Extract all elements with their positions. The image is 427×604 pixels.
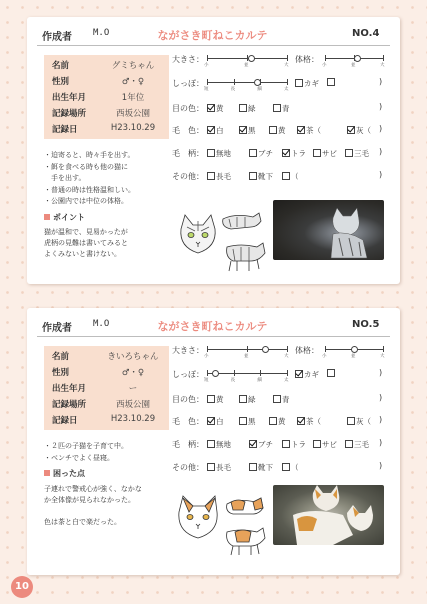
checkbox-icon (282, 172, 290, 180)
info-value: ♂・♀ (121, 77, 145, 87)
scale-tick-label: 細 (257, 378, 262, 383)
card-header (27, 17, 400, 45)
checkbox-icon (249, 149, 257, 157)
option-label: カギ (304, 370, 319, 379)
scale-tick (383, 55, 384, 61)
option-label: 茶（ (306, 417, 321, 426)
size-scale (204, 346, 289, 359)
body-label: 体格： (295, 55, 319, 64)
scale-tick (287, 79, 288, 85)
checkbox-icon (347, 126, 355, 134)
scale-tick-label: 短 (204, 378, 209, 383)
cat-photo (273, 485, 384, 545)
checkbox-icon (207, 104, 215, 112)
cat-photo-subject (273, 485, 384, 545)
option-label: 黄 (216, 395, 224, 404)
coat-label: 毛 色： (172, 417, 204, 426)
info-value: H23.10.29 (110, 123, 156, 133)
scale-tick (260, 370, 261, 376)
option-label: 無地 (216, 440, 231, 449)
checkbox-icon (207, 463, 215, 471)
checkbox-icon (273, 104, 281, 112)
subtext-line: 猫が温和で、見易かったが (44, 228, 128, 236)
subheading (44, 468, 174, 480)
option-label: カギ (304, 79, 319, 88)
author-label: 作成者 (42, 32, 72, 43)
scale-tick-label: 太 (284, 378, 289, 383)
pattern-label: 毛 柄： (172, 149, 204, 158)
scale-tick-label: 並 (351, 354, 356, 359)
author-label: 作成者 (42, 323, 72, 334)
checkbox-icon (207, 440, 215, 448)
size-scale (204, 55, 289, 68)
tail-scale (204, 370, 289, 383)
pattern-option[interactable] (207, 439, 231, 450)
note-line: ・普通の時は性格温和しい。 (44, 185, 135, 194)
scale-tick-label: 細 (257, 87, 262, 92)
checkbox-icon (249, 172, 257, 180)
scale-tick (247, 346, 248, 352)
other-option[interactable] (249, 171, 273, 182)
checkbox-icon (207, 395, 215, 403)
checkbox-icon (345, 440, 353, 448)
option-label: 黄 (216, 104, 224, 113)
other-option[interactable] (249, 462, 273, 473)
scale-tick-label: 長 (230, 87, 236, 92)
subheading-text: 困った点 (53, 469, 85, 478)
note-line: ・公園内では中位の体格。 (44, 197, 128, 205)
tail-scale (204, 79, 289, 92)
subtext-line: よくみないと書けない。 (44, 250, 121, 258)
card-number: NO.5 (352, 319, 380, 330)
closing-paren: ) (379, 124, 383, 133)
scale-tick (325, 346, 326, 352)
cat-sketch-illustration (175, 209, 273, 275)
checkbox-icon (207, 126, 215, 134)
eye-option[interactable] (207, 394, 224, 405)
checkbox-icon (239, 104, 247, 112)
info-label: 記録場所 (52, 109, 87, 119)
coat-option[interactable] (297, 416, 321, 427)
scale-tick-label: 小 (204, 354, 209, 359)
option-label: 黒 (248, 417, 256, 426)
scale-tick (383, 346, 384, 352)
pattern-option[interactable] (313, 439, 337, 450)
other-label: その他： (172, 463, 204, 472)
checkbox-icon (295, 370, 303, 378)
option-label: 靴下 (258, 463, 273, 472)
scale-marker[interactable] (351, 346, 358, 353)
coat-option[interactable] (269, 416, 286, 427)
coat-option[interactable] (347, 416, 371, 427)
kagi-other-option[interactable] (327, 369, 336, 378)
checkbox-icon (207, 149, 215, 157)
other-option[interactable] (207, 171, 231, 182)
eye-option[interactable] (273, 394, 290, 405)
option-label: 青 (282, 104, 290, 113)
author-value: M.O (93, 28, 110, 38)
info-row (44, 348, 169, 362)
eye-option[interactable] (273, 103, 290, 114)
tail-label: しっぽ： (172, 370, 204, 379)
size-label: 大きさ： (172, 346, 204, 355)
coat-option[interactable] (347, 125, 371, 136)
cat-photo (273, 200, 384, 260)
option-label: トラ (291, 149, 306, 158)
card-number: NO.4 (352, 28, 380, 39)
checkbox-icon (207, 417, 215, 425)
subtext-line (44, 506, 174, 517)
scale-tick (287, 370, 288, 376)
info-label: 名前 (52, 352, 70, 362)
checkbox-icon (313, 149, 321, 157)
info-label: 記録場所 (52, 400, 87, 410)
option-label: 白 (216, 417, 224, 426)
scale-tick-label: 短 (204, 87, 209, 92)
coat-label: 毛 色： (172, 126, 204, 135)
scale-tick (287, 346, 288, 352)
info-row (44, 380, 169, 394)
option-label: 青 (282, 395, 290, 404)
option-label: 黄 (278, 126, 286, 135)
pattern-option[interactable] (249, 148, 273, 159)
info-value: ♂・♀ (121, 368, 145, 378)
info-row (44, 364, 169, 378)
info-label: 出生年月 (52, 93, 87, 103)
notes (44, 150, 174, 260)
info-label: 名前 (52, 61, 70, 71)
option-label: 白 (216, 126, 224, 135)
pattern-option[interactable] (345, 148, 369, 159)
info-row (44, 105, 169, 119)
option-label: 三毛 (354, 440, 369, 449)
pattern-option[interactable] (249, 439, 273, 450)
subtext (44, 484, 174, 528)
info-row (44, 57, 169, 71)
eye-option[interactable] (239, 394, 256, 405)
closing-paren: ) (379, 170, 383, 179)
pattern-label: 毛 柄： (172, 440, 204, 449)
scale-marker[interactable] (212, 370, 219, 377)
checkbox-icon (297, 126, 305, 134)
option-label: 茶（ (306, 126, 321, 135)
scale-tick (234, 79, 235, 85)
checkbox-icon (273, 395, 281, 403)
other-option[interactable] (282, 171, 299, 182)
card-title: ながさき町ねこカルテ (157, 320, 268, 333)
cat-record-card (27, 308, 400, 575)
scale-tick-label: 並 (351, 63, 356, 68)
checkbox-icon (297, 417, 305, 425)
checkbox-icon (347, 417, 355, 425)
option-label: （ (291, 172, 299, 181)
header-divider (37, 45, 390, 46)
subtext-line: 色は茶と白で楽だった。 (44, 517, 121, 526)
card-title: ながさき町ねこカルテ (157, 29, 268, 42)
option-label: トラ (291, 440, 306, 449)
note-line: 手を出す。 (44, 174, 86, 182)
option-label: 無地 (216, 149, 231, 158)
option-label: 黒 (248, 126, 256, 135)
scale-tick-label: 小 (204, 63, 209, 68)
pattern-option[interactable] (282, 148, 306, 159)
checkbox-icon (239, 126, 247, 134)
checkbox-icon (249, 463, 257, 471)
info-value: H23.10.29 (110, 414, 156, 424)
closing-paren: ) (379, 415, 383, 424)
subtext (44, 227, 174, 260)
closing-paren: ) (379, 77, 383, 86)
body-label: 体格： (295, 346, 319, 355)
note-line: ・ベンチでよく昼寝。 (44, 453, 114, 462)
note-line: ・２匹の子猫を子育て中。 (44, 442, 128, 450)
eye-label: 目の色： (172, 395, 204, 404)
coat-option[interactable] (269, 125, 286, 136)
closing-paren: ) (379, 102, 383, 111)
note-line: ・迫寄ると、時々手を出す。 (44, 151, 135, 159)
closing-paren: ) (379, 368, 383, 377)
info-row (44, 396, 169, 410)
info-label: 性別 (52, 77, 70, 87)
info-value: ー (128, 384, 138, 394)
scale-tick (325, 55, 326, 61)
pattern-option[interactable] (282, 439, 306, 450)
scale-tick-label: 大 (284, 354, 289, 359)
scale-marker[interactable] (354, 55, 361, 62)
scale-tick (207, 55, 208, 61)
cat-photo-subject (273, 200, 384, 260)
info-value: 西坂公園 (115, 400, 150, 410)
checkbox-icon (282, 149, 290, 157)
checkbox-icon (327, 78, 335, 86)
kagi-option[interactable] (295, 369, 319, 380)
option-label: 灰（ (356, 126, 371, 135)
info-label: 出生年月 (52, 384, 87, 394)
scale-tick (207, 79, 208, 85)
checkbox-icon (207, 172, 215, 180)
info-label: 性別 (52, 368, 70, 378)
other-option[interactable] (282, 462, 299, 473)
info-row (44, 89, 169, 103)
other-label: その他： (172, 172, 204, 181)
square-bullet-icon (44, 470, 50, 476)
option-label: 長毛 (216, 172, 231, 181)
cat-sketch-illustration (175, 492, 273, 558)
size-label: 大きさ： (172, 55, 204, 64)
scale-tick (234, 370, 235, 376)
checkbox-icon (239, 417, 247, 425)
eye-option[interactable] (207, 103, 224, 114)
checkbox-icon (345, 149, 353, 157)
coat-option[interactable] (207, 416, 224, 427)
notes (44, 441, 174, 528)
subtext-line: 虎柄の見難は書いてみると (44, 239, 128, 247)
info-box (44, 346, 169, 430)
scale-tick (207, 370, 208, 376)
eye-option[interactable] (239, 103, 256, 114)
info-label: 記録日 (52, 125, 78, 135)
closing-paren: ) (379, 438, 383, 447)
info-value: きいろちゃん (107, 352, 159, 362)
cat-record-card (27, 17, 400, 284)
checkbox-icon (295, 79, 303, 87)
checkbox-icon (313, 440, 321, 448)
body-scale (322, 55, 385, 68)
subheading (44, 212, 174, 224)
eye-label: 目の色： (172, 104, 204, 113)
scale-tick (287, 55, 288, 61)
checkbox-icon (282, 463, 290, 471)
scale-tick-label: 並 (244, 63, 249, 68)
other-option[interactable] (207, 462, 231, 473)
pattern-option[interactable] (207, 148, 231, 159)
option-label: 三毛 (354, 149, 369, 158)
option-label: 緑 (248, 395, 256, 404)
scale-tick-label: 大 (380, 354, 385, 359)
scale-marker[interactable] (254, 79, 261, 86)
pattern-option[interactable] (345, 439, 369, 450)
scale-tick-label: 並 (244, 354, 249, 359)
option-label: 緑 (248, 104, 256, 113)
scale-marker[interactable] (248, 55, 255, 62)
coat-option[interactable] (297, 125, 321, 136)
option-label: ブチ (258, 149, 273, 158)
scale-tick-label: 大 (380, 63, 385, 68)
body-scale (322, 346, 385, 359)
scale-tick-label: 大 (284, 63, 289, 68)
scale-tick-label: 小 (322, 63, 327, 68)
option-label: 灰（ (356, 417, 371, 426)
info-box (44, 55, 169, 139)
scale-tick-label: 長 (230, 378, 236, 383)
option-label: サビ (322, 149, 337, 158)
option-label: 黄 (278, 417, 286, 426)
checkbox-icon (269, 417, 277, 425)
info-value: グミちゃん (111, 61, 155, 71)
info-value: 西坂公園 (115, 109, 150, 119)
info-row (44, 121, 169, 135)
info-row (44, 412, 169, 426)
header-divider (37, 336, 390, 337)
option-label: 長毛 (216, 463, 231, 472)
coat-option[interactable] (239, 416, 256, 427)
option-label: ブチ (258, 440, 273, 449)
info-row (44, 73, 169, 87)
checkbox-icon (282, 440, 290, 448)
coat-option[interactable] (207, 125, 224, 136)
card-header (27, 308, 400, 336)
checkbox-icon (239, 395, 247, 403)
info-label: 記録日 (52, 416, 78, 426)
tail-label: しっぽ： (172, 79, 204, 88)
closing-paren: ) (379, 461, 383, 470)
author-value: M.O (93, 319, 110, 329)
note-line: ・餌を食べる時も他の猫に (44, 162, 128, 171)
kagi-option[interactable] (295, 78, 319, 89)
scale-marker[interactable] (262, 346, 269, 353)
checkbox-icon (327, 369, 335, 377)
scale-tick (207, 346, 208, 352)
scale-tick-label: 太 (284, 87, 289, 92)
kagi-other-option[interactable] (327, 78, 336, 87)
subtext-line: 子連れで警戒心が強く、なかな (44, 484, 142, 493)
coat-option[interactable] (239, 125, 256, 136)
info-value: 1年位 (121, 93, 145, 103)
closing-paren: ) (379, 393, 383, 402)
option-label: サビ (322, 440, 337, 449)
subheading-text: ポイント (53, 212, 85, 222)
subtext-line: か全体像が見られなかった。 (44, 495, 135, 504)
option-label: 靴下 (258, 172, 273, 181)
scale-tick-label: 小 (322, 354, 327, 359)
pattern-option[interactable] (313, 148, 337, 159)
page-number: 10 (11, 576, 33, 598)
option-label: （ (291, 463, 299, 472)
checkbox-icon (249, 440, 257, 448)
checkbox-icon (269, 126, 277, 134)
square-bullet-icon (44, 214, 50, 220)
closing-paren: ) (379, 147, 383, 156)
